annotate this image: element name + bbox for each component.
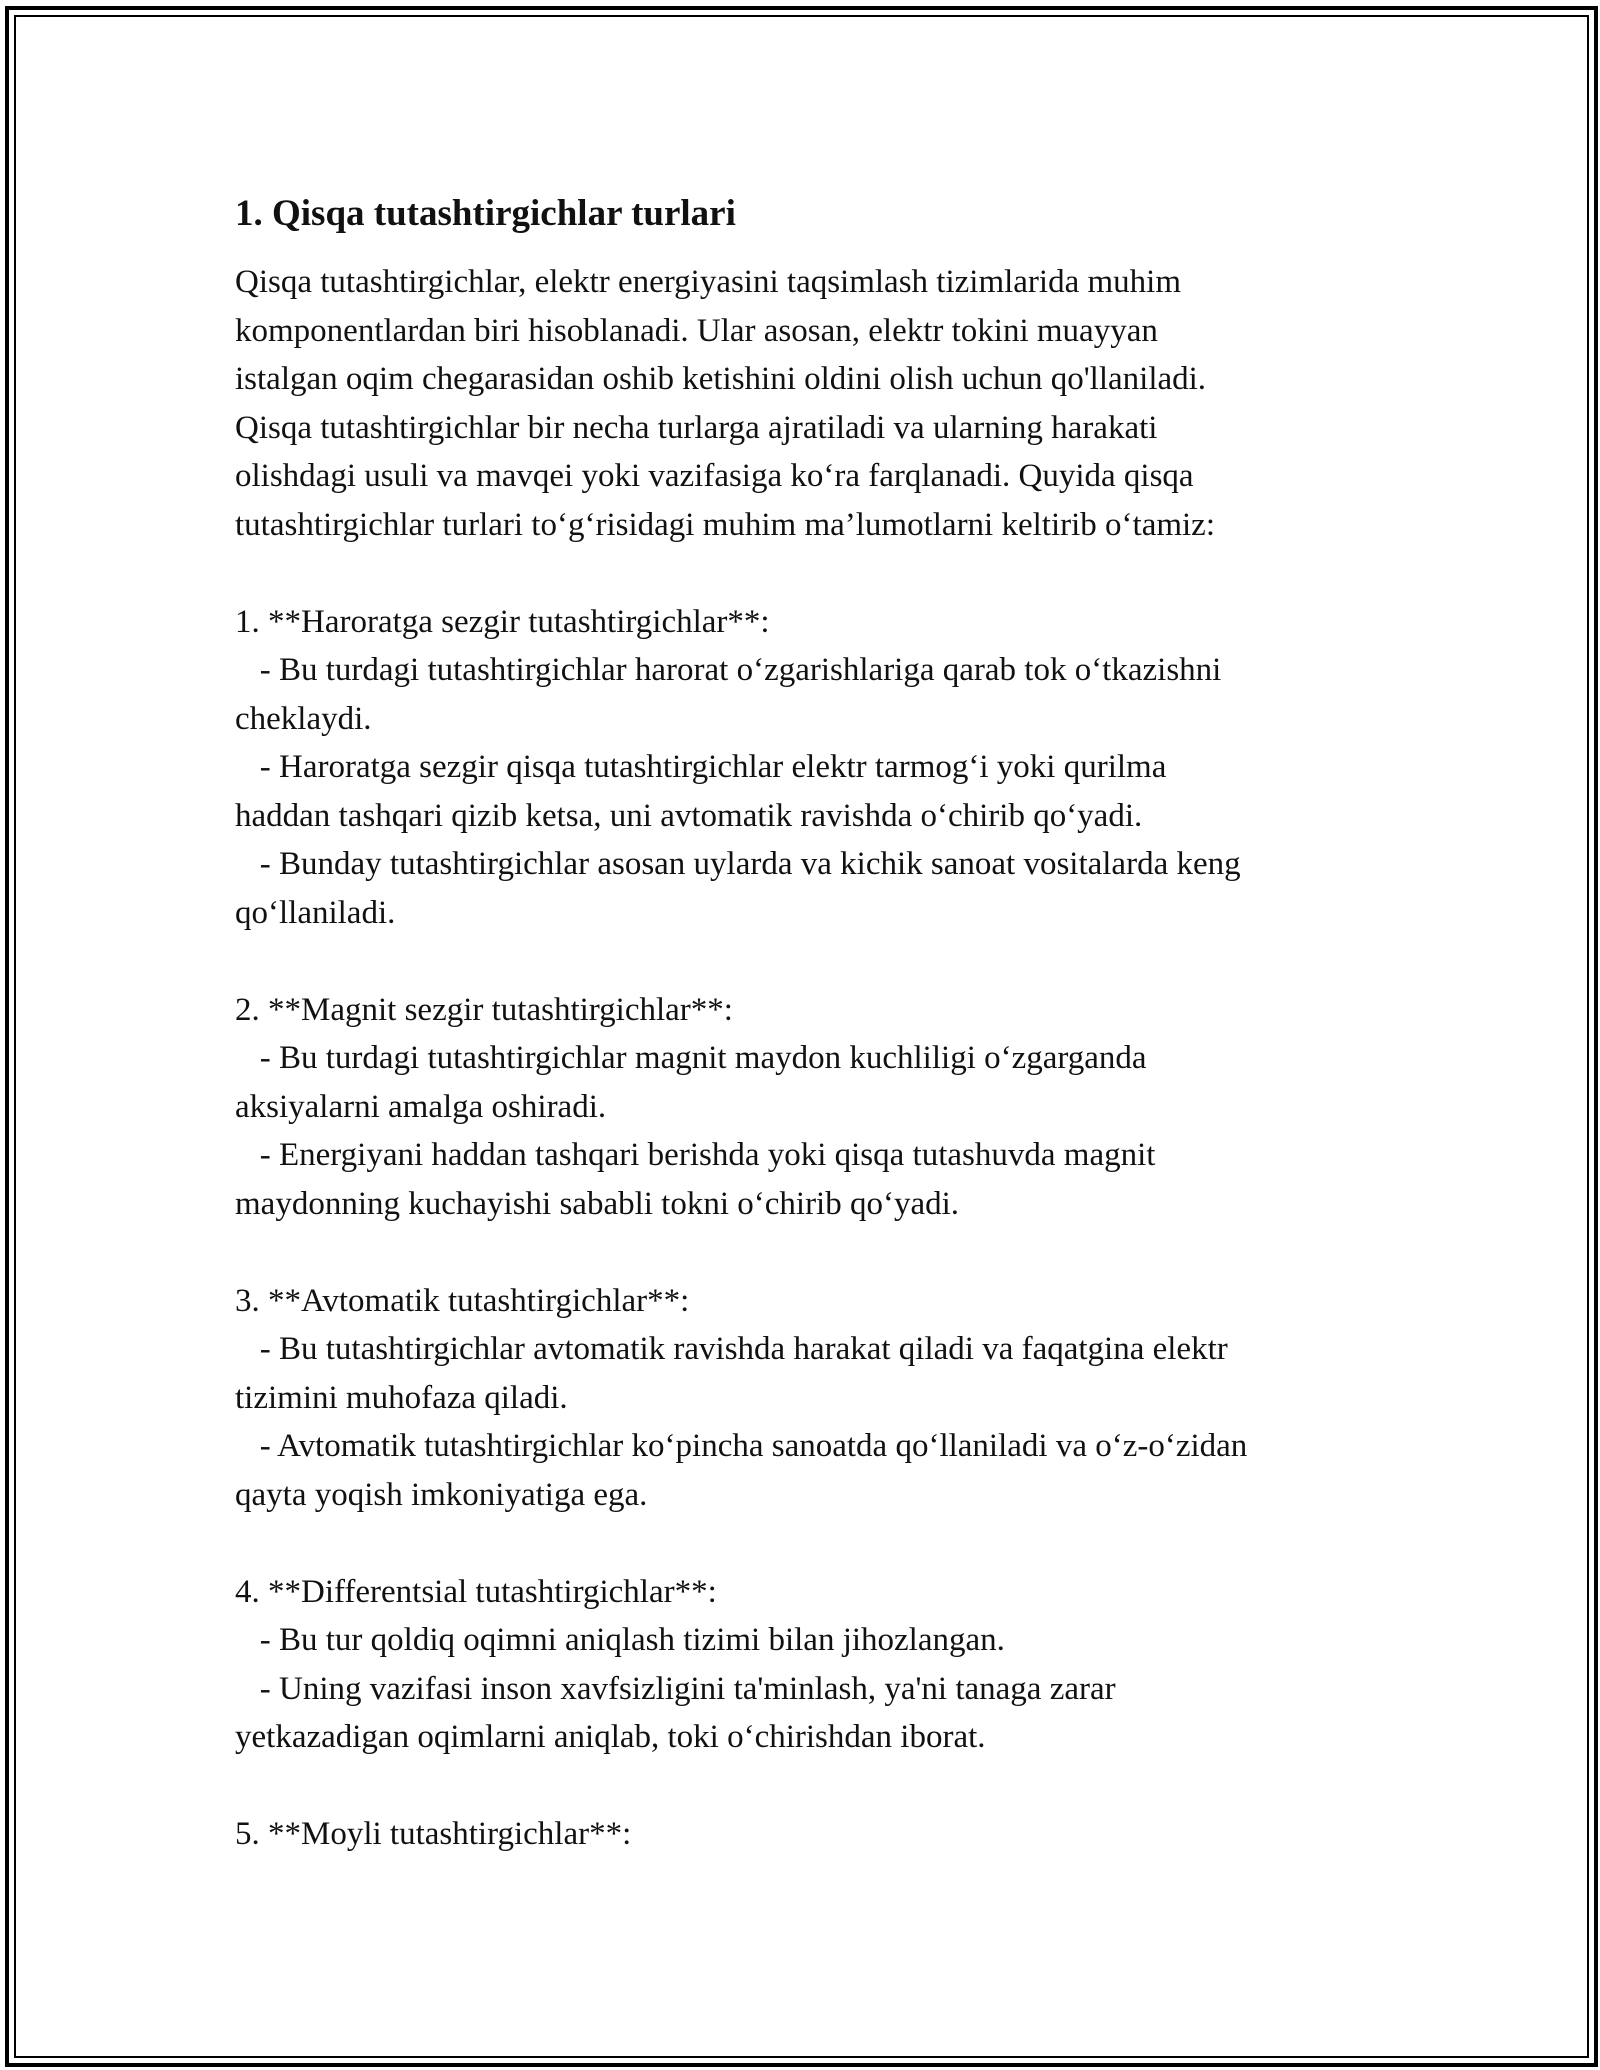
text-line: qayta yoqish imkoniyatiga ega. bbox=[235, 1476, 648, 1513]
text-line: - Bu tur qoldiq oqimni aniqlash tizimi bilan jihozlangan. bbox=[235, 1622, 1005, 1658]
blank-line bbox=[235, 1762, 1375, 1811]
body-text bbox=[235, 258, 1375, 1859]
text-line: qo‘llaniladi. bbox=[235, 894, 396, 931]
document-body bbox=[235, 190, 1375, 1859]
text-line: 2. **Magnit sezgir tutashtirgichlar**: bbox=[235, 991, 733, 1028]
text-line: aksiyalarni amalga oshiradi. bbox=[235, 1088, 607, 1125]
text-line: olishdagi usuli va mavqei yoki vazifasiga ko‘ra farqlanadi. Quyida qisqa bbox=[235, 458, 1194, 494]
text-line: istalgan oqim chegarasidan oshib ketishini oldini olish uchun qo'llaniladi. bbox=[235, 361, 1207, 397]
text-line: maydonning kuchayishi sababli tokni o‘chirib qo‘yadi. bbox=[235, 1185, 960, 1222]
blank-line bbox=[235, 549, 1375, 598]
text-line: - Energiyani haddan tashqari berishda yoki qisqa tutashuvda magnit bbox=[235, 1137, 1156, 1173]
text-line: - Avtomatik tutashtirgichlar ko‘pincha sanoatda qo‘llaniladi va o‘z-o‘zidan bbox=[235, 1428, 1248, 1464]
text-line: - Bu turdagi tutashtirgichlar magnit maydon kuchliligi o‘zgarganda bbox=[235, 1040, 1147, 1076]
text-line: Qisqa tutashtirgichlar bir necha turlarga ajratiladi va ularning harakati bbox=[235, 409, 1158, 446]
blank-line bbox=[235, 937, 1375, 986]
text-line: 5. **Moyli tutashtirgichlar**: bbox=[235, 1816, 632, 1852]
text-line: komponentlardan biri hisoblanadi. Ular asosan, elektr tokini muayyan bbox=[235, 312, 1158, 349]
text-line: 4. **Differentsial tutashtirgichlar**: bbox=[235, 1573, 717, 1610]
text-line: - Bu turdagi tutashtirgichlar harorat o‘zgarishlariga qarab tok o‘tkazishni bbox=[235, 652, 1222, 688]
text-line: yetkazadigan oqimlarni aniqlab, toki o‘chirishdan iborat. bbox=[235, 1719, 986, 1755]
text-line: - Bu tutashtirgichlar avtomatik ravishda harakat qiladi va faqatgina elektr bbox=[235, 1331, 1228, 1367]
text-line: tizimini muhofaza qiladi. bbox=[235, 1379, 568, 1416]
text-line: tutashtirgichlar turlari to‘g‘risidagi muhim ma’lumotlarni keltirib o‘tamiz: bbox=[235, 506, 1215, 543]
text-line: 3. **Avtomatik tutashtirgichlar**: bbox=[235, 1282, 690, 1319]
text-line: - Uning vazifasi inson xavfsizligini ta'minlash, ya'ni tanaga zarar bbox=[235, 1670, 1116, 1707]
section-heading: 1. Qisqa tutashtirgichlar turlari bbox=[235, 193, 736, 234]
text-line: 1. **Haroratga sezgir tutashtirgichlar**: bbox=[235, 603, 770, 640]
text-line: cheklaydi. bbox=[235, 700, 372, 737]
text-line: - Haroratga sezgir qisqa tutashtirgichlar elektr tarmog‘i yoki qurilma bbox=[235, 749, 1167, 785]
text-line: Qisqa tutashtirgichlar, elektr energiyasini taqsimlash tizimlarida muhim bbox=[235, 264, 1181, 300]
blank-line bbox=[235, 1519, 1375, 1568]
text-line: haddan tashqari qizib ketsa, uni avtomatik ravishda o‘chirib qo‘yadi. bbox=[235, 797, 1143, 834]
text-line: - Bunday tutashtirgichlar asosan uylarda va kichik sanoat vositalarda keng bbox=[235, 846, 1241, 882]
blank-line bbox=[235, 1228, 1375, 1277]
